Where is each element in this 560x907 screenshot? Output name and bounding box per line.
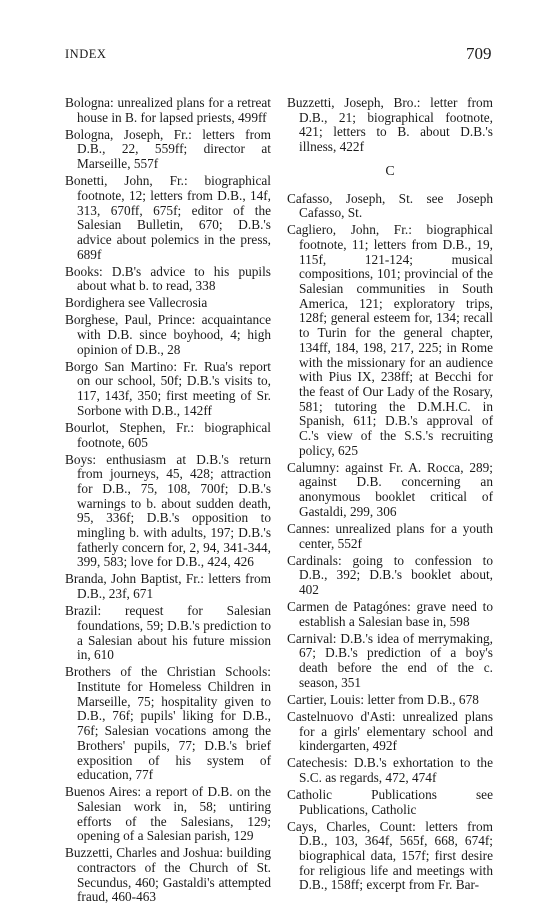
page-number: 709 <box>466 44 492 63</box>
index-entry: Branda, John Baptist, Fr.: letters from D.B., 23f, 671 <box>65 571 271 602</box>
index-entry: Bologna: unrealized plans for a retreat house in B. for lapsed priests, 499ff <box>65 95 271 125</box>
index-entry: Bologna, Joseph, Fr.: letters from D.B., 22, 559ff; director at Marseille, 557f <box>65 126 271 172</box>
index-entry: Cagliero, John, Fr.: biographical footnote, 11; letters from D.B., 19, 115f, 121-124; musical compositions, 101; provincial of the Salesian communities in South America, 121; exploratory trips, 128f; general esteem for, 134; recall to Turin for the general chapter, 134ff, 184, 198, 217, 225; in Rome with the missionary for an audience with Pius IX, 238ff; at Becchi for the feast of Our Lady of the Rosary, 581; tutoring the D.M.H.C. in Spanish, 611; D.B.'s approval of C.'s view of the S.S.'s recruiting policy, 625 <box>287 222 493 458</box>
index-entry: Brazil: request for Salesian foundations, 59; D.B.'s prediction to a Salesian about his future mission in, 610 <box>65 603 271 663</box>
index-entry: Cays, Charles, Count: letters from D.B., 103, 364f, 565f, 668, 674f; biographical data, 157f; first desire for religious life and meetings with D.B., 158ff; excerpt from Fr. Bar- <box>287 818 493 893</box>
index-entry: Bordighera see Vallecrosia <box>65 295 208 311</box>
index-entry: Catechesis: D.B.'s exhortation to the S.C. as regards, 472, 474f <box>287 755 493 785</box>
index-entry: Boys: enthusiasm at D.B.'s return from journeys, 45, 428; attraction for D.B., 75, 108, 700f; D.B.'s warnings to b. about sudden death, 95, 336f; D.B.'s opposition to mingling b. with adults, 197; D.B.'s fatherly concern for, 2, 94, 341-344, 399, 583; love for D.B., 424, 426 <box>65 451 271 570</box>
index-entry: Cannes: unrealized plans for a youth center, 552f <box>287 520 493 551</box>
index-entry: Buzzetti, Charles and Joshua: building contractors of the Church of St. Secundus, 460; Gastaldi's attempted fraud, 460-463 <box>65 845 271 905</box>
index-entry: Catholic Publications see Publications, Catholic <box>287 786 493 817</box>
index-entry: Bonetti, John, Fr.: biographical footnote, 12; letters from D.B., 14f, 313, 670ff, 675f; editor of the Salesian Bulletin, 670; D.B.'s advice about polemics in the press, 689f <box>65 173 271 262</box>
index-entry: Cafasso, Joseph, St. see Joseph Cafasso, St. <box>287 190 493 221</box>
index-entry: Cartier, Louis: letter from D.B., 678 <box>287 691 479 707</box>
section-letter-heading: C <box>385 163 395 179</box>
index-entry: Castelnuovo d'Asti: unrealized plans for a girls' elementary school and kindergarten, 492f <box>287 708 493 754</box>
index-entry: Books: D.B's advice to his pupils about what b. to read, 338 <box>65 263 271 294</box>
index-entry: Borghese, Paul, Prince: acquaintance with D.B. since boyhood, 4; high opinion of D.B., 28 <box>65 312 271 357</box>
index-entry: Bourlot, Stephen, Fr.: biographical footnote, 605 <box>65 419 271 450</box>
index-entry: Borgo San Martino: Fr. Rua's report on our school, 50f; D.B.'s visits to, 117, 143f, 350; first meeting of Sr. Sorbone with D.B., 142ff <box>65 358 271 418</box>
running-header-title: INDEX <box>65 47 107 61</box>
index-entry: Brothers of the Christian Schools: Institute for Homeless Children in Marseille, 75; hospitality given to D.B., 76f; pupils' liking for D.B., 76f; Salesian vocations among the Brothers' pupils, 77; D.B.'s brief exposition of his system of education, 77f <box>65 664 271 783</box>
index-column-right <box>287 96 493 895</box>
index-entry: Calumny: against Fr. A. Rocca, 289; against D.B. concerning an anonymous booklet critical of Gastaldi, 299, 306 <box>287 459 493 519</box>
index-entry: Carmen de Patagónes: grave need to establish a Salesian base in, 598 <box>287 598 493 629</box>
index-entry: Carnival: D.B.'s idea of merrymaking, 67; D.B.'s prediction of a boy's death before the end of the c. season, 351 <box>287 630 493 690</box>
index-entry: Buzzetti, Joseph, Bro.: letter from D.B., 21; biographical footnote, 421; letters to B. about D.B.'s illness, 422f <box>287 95 493 155</box>
index-entry: Cardinals: going to confession to D.B., 392; D.B.'s booklet about, 402 <box>287 552 493 597</box>
index-column-left <box>65 96 271 907</box>
index-entry: Buenos Aires: a report of D.B. on the Salesian work in, 58; untiring efforts of the Salesians, 129; opening of a Salesian parish, 129 <box>65 784 271 844</box>
